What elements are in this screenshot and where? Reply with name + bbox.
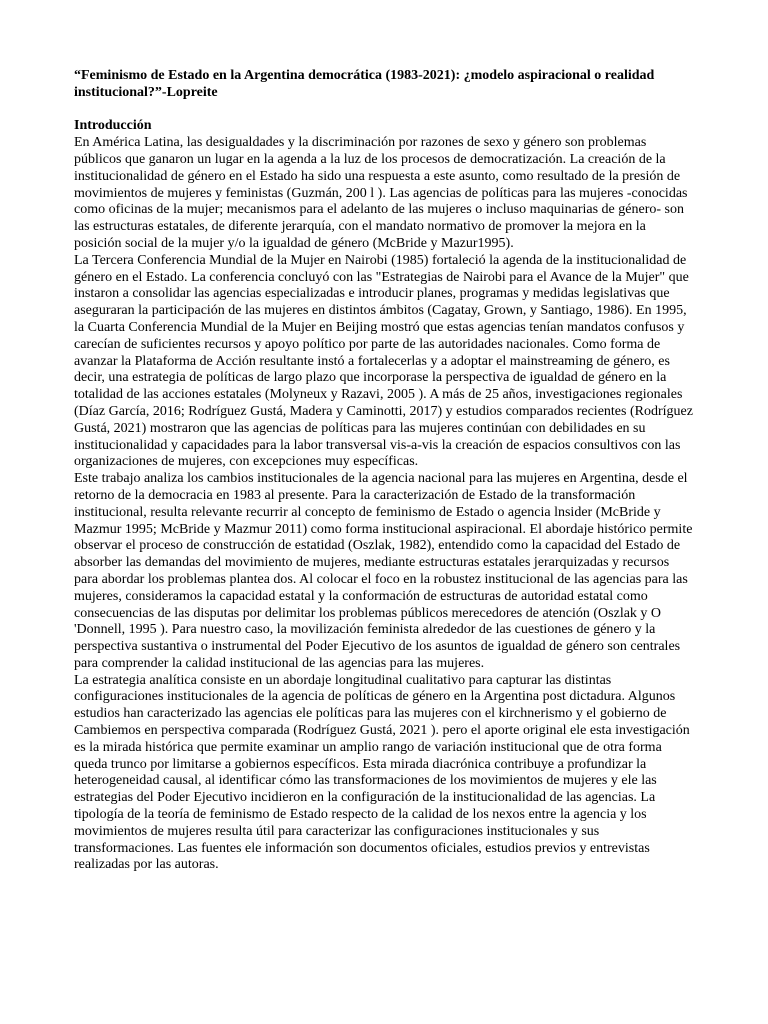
paragraph-1: En América Latina, las desigualdades y la discriminación por razones de sexo y género son problemas públicos que ganaron un lugar en la agenda a la luz de los procesos de democratización. La creación de la institucionalidad de género en el Estado ha sido una respuesta a este asunto, como resultado de la presión de movimientos de mujeres y feministas (Guzmán, 200 l ). Las agencias de políticas para las mujeres -conocidas como oficinas de la mujer; mecanismos para el adelanto de las mujeres o incluso maquinarias de género- son las estructuras estatales, de diferente jerarquía, con el mandato normativo de promover la mejora en la posición social de la mujer y/o la igualdad de género (McBride y Mazur1995).: [74, 135, 688, 251]
paragraph-4: La estrategia analítica consiste en un abordaje longitudinal cualitativo para capturar las distintas configuraciones institucionales de la agencia de políticas de género en la Argentina post dictadura. Algunos estudios han caracterizado las agencias ele políticas para las mujeres con el kirchnerismo y el gobierno de Cambiemos en perspectiva comparada (Rodríguez Gustá, 2021 ). pero el aporte original ele esta investigación es la mirada histórica que permite examinar un amplio rango de variación institucional que de otra forma queda trunco por limitarse a gobiernos específicos. Esta mirada diacrónica contribuye a profundizar la heterogeneidad causal, al identificar cómo las transformaciones de los movimientos de mujeres y ele las estrategias del Poder Ejecutivo incidieron en la configuración de la institucionalidad de las agencias. La tipología de la teoría de feminismo de Estado respecto de la calidad de los nexos entre la agencia y los movimientos de mujeres resulta útil para caracterizar las configuraciones institucionales y sus transformaciones. Las fuentes ele información son documentos oficiales, estudios previos y entrevistas realizadas por las autoras.: [74, 672, 690, 873]
section-heading-introduccion: Introducción: [74, 118, 152, 134]
document-page: [74, 68, 694, 874]
paragraph-3: Este trabajo analiza los cambios institucionales de la agencia nacional para las mujeres en Argentina, desde el retorno de la democracia en 1983 al presente. Para la caracterización de Estado de la transformación institucional, resulta relevante recurrir al concepto de feminismo de Estado o agencia lnsider (McBride y Mazmur 1995; McBride y Mazmur 2011) como forma institucional aspiracional. El abordaje histórico permite observar el proceso de construcción de estatidad (Oszlak, 1982), entendido como la capacidad del Estado de absorber las demandas del movimiento de mujeres, mediante estructuras estatales jerarquizadas y recursos para abordar los problemas plantea dos. Al colocar el foco en la robustez institucional de las agencias para las mujeres, consideramos la capacidad estatal y la conformación de estructuras de autoridad estatal como consecuencias de las disputas por delimitar los problemas públicos merecedores de atención (Oszlak y O 'Donnell, 1995 ). Para nuestro caso, la movilización feminista alrededor de las cuestiones de género y la perspectiva sustantiva o instrumental del Poder Ejecutivo de los asuntos de igualdad de género son centrales para comprender la calidad institucional de las agencias para las mujeres.: [74, 471, 693, 671]
document-title: “Feminismo de Estado en la Argentina democrática (1983-2021): ¿modelo aspiracional o realidad institucional?”-Lopreite: [74, 68, 655, 100]
paragraph-2: La Tercera Conferencia Mundial de la Mujer en Nairobi (1985) fortaleció la agenda de la institucionalidad de género en el Estado. La conferencia concluyó con las "Estrategias de Nairobi para el Avance de la Mujer" que instaron a consolidar las agencias especializadas e introducir planes, programas y medidas legislativas que aseguraran la participación de las mujeres en distintos ámbitos (Cagatay, Grown, y Santiago, 1986). En 1995, la Cuarta Conferencia Mundial de la Mujer en Beijing mostró que estas agencias tenían mandatos confusos y carecían de suficientes recursos y apoyo político por parte de las autoridades nacionales. Como forma de avanzar la Plataforma de Acción resultante instó a fortalecerlas y a adoptar el mainstreaming de género, es decir, una estrategia de políticas de largo plazo que incorporase la perspectiva de igualdad de género en la totalidad de las acciones estatales (Molyneux y Razavi, 2005 ). A más de 25 años, investigaciones regionales (Díaz García, 2016; Rodríguez Gustá, Madera y Caminotti, 2017) y estudios comparados recientes (Rodríguez Gustá, 2021) mostraron que las agencias de políticas para las mujeres continúan con debilidades en su institucionalidad y capacidades para la labor transversal vis-a-vis la creación de espacios consultivos con las organizaciones de mujeres, con excepciones muy específicas.: [74, 252, 693, 470]
